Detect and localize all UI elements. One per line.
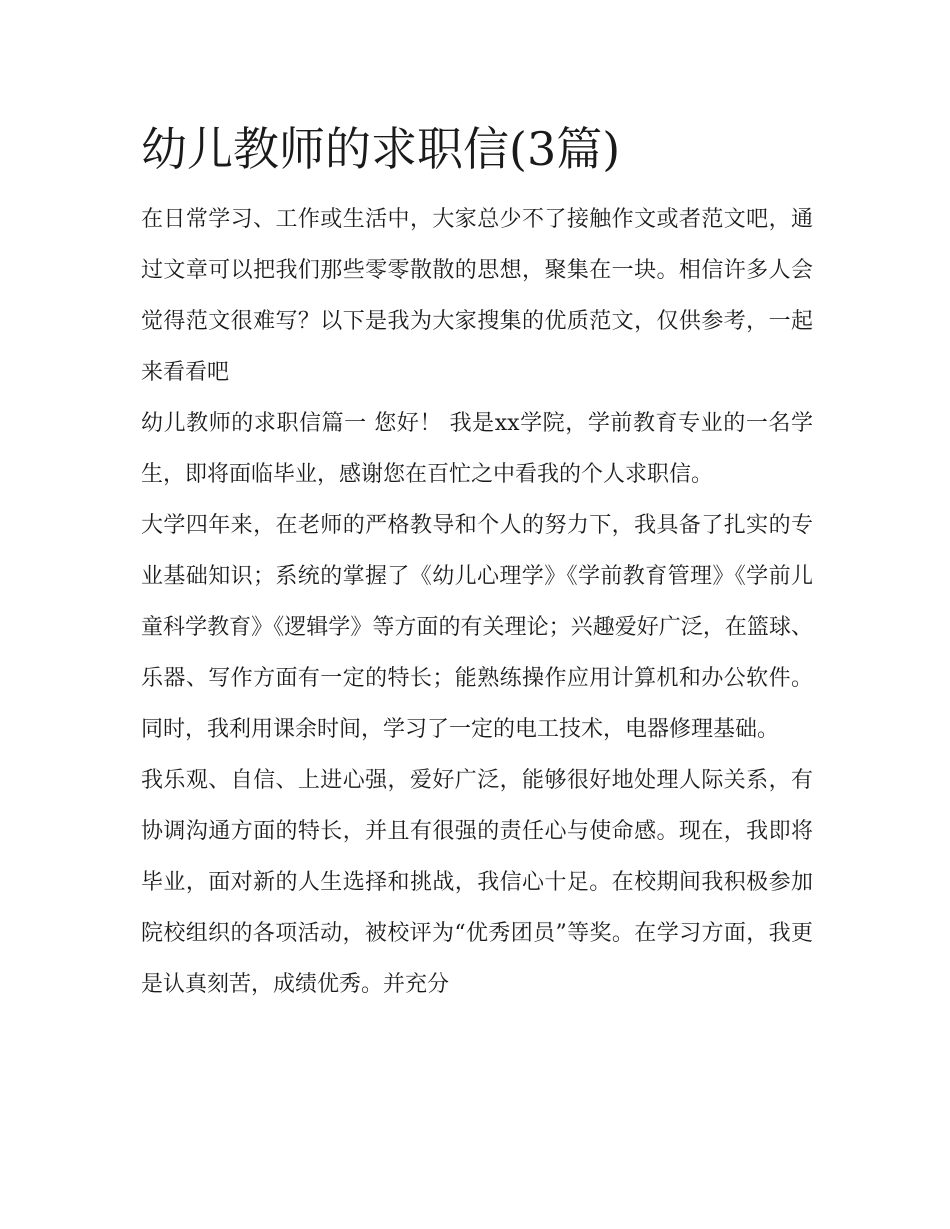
paragraph-letter-opening: 幼儿教师的求职信篇一 您好！ 我是xx学院，学前教育专业的一名学生，即将面临毕业，感谢您在百忙之中看我的个人求职信。 bbox=[141, 411, 813, 487]
paragraph-personality: 我乐观、自信、上进心强，爱好广泛，能够很好地处理人际关系，有协调沟通方面的特长，并且有很强的责任心与使命感。现在，我即将毕业，面对新的人生选择和挑战，我信心十足。在校期间我积极参加院校组织的各项活动，被校评为“优秀团员”等奖。在学习方面，我更是认真刻苦，成绩优秀。并充分 bbox=[141, 768, 813, 997]
paragraph-education: 大学四年来，在老师的严格教导和个人的努力下，我具备了扎实的专业基础知识；系统的掌握了《幼儿心理学》《学前教育管理》《学前儿童科学教育》《逻辑学》等方面的有关理论；兴趣爱好广泛，在篮球、乐器、写作方面有一定的特长；能熟练操作应用计算机和办公软件。同时，我利用课余时间，学习了一定的电工技术，电器修理基础。 bbox=[141, 513, 813, 742]
document-body bbox=[141, 118, 813, 1010]
document-title: 幼儿教师的求职信(3篇) bbox=[141, 122, 621, 176]
paragraph-intro: 在日常学习、工作或生活中，大家总少不了接触作文或者范文吧，通过文章可以把我们那些零零散散的思想，聚集在一块。相信许多人会觉得范文很难写？以下是我为大家搜集的优质范文，仅供参考，一起来看看吧 bbox=[141, 207, 813, 385]
